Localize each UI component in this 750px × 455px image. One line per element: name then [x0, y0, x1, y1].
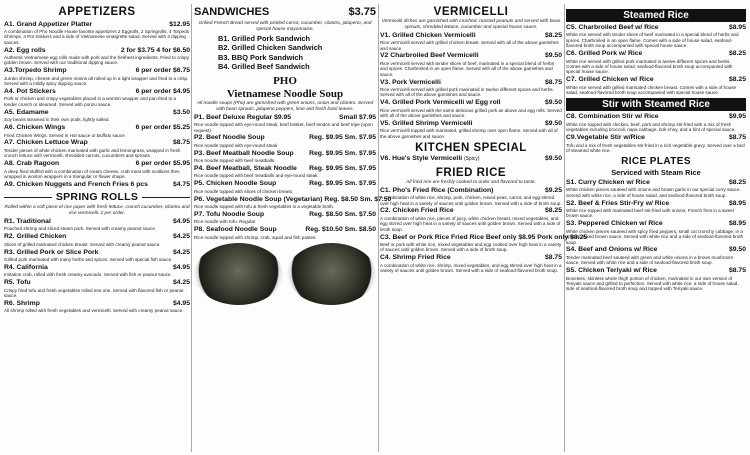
menu-item: [566, 220, 746, 245]
menu-item: [380, 99, 562, 118]
menu-item: [566, 267, 746, 292]
item-price: $4.25: [172, 279, 190, 287]
menu-item: [194, 195, 392, 210]
rice-plates-subtitle: Serviced with Steam Rice: [611, 168, 701, 178]
item-name: R3. Grilled Pork or Slice Pork: [4, 248, 99, 256]
item-description: Rice noodle topped with beef meatballs.: [194, 158, 276, 164]
item-description: Rice noodle topped with eye-round steak: [194, 142, 278, 148]
menu-item: [380, 32, 562, 51]
stir-title: Stir with Steamed Rice: [566, 98, 746, 111]
item-description: Tender pieces of white chicken marinated with garlic and lemongrass, wrapped in fresh crunch lettuce with vermicelli, shredded carrots, cucumbers and sprouts.: [4, 147, 181, 159]
menu-item: [4, 233, 190, 247]
item-name: A2. Egg rolls: [4, 46, 46, 54]
menu-item-header: [194, 180, 376, 188]
menu-item-header: [4, 264, 190, 272]
item-price: Small $7.95: [338, 113, 376, 121]
menu-item: [566, 246, 746, 265]
menu-item: [4, 160, 190, 179]
item-description: Fried Chicken Wings. Served in Hot sauce or Buffalo sauce.: [4, 132, 126, 138]
item-price: $4.95: [172, 263, 190, 271]
item-price: Beef only $8.95 Pork only $8.25: [485, 233, 588, 241]
item-description: Poached shrimp and sliced steam pork. Served with creamy peanut sauce.: [4, 226, 157, 232]
item-name: S1. Curry Chicken w/ Rice: [566, 178, 650, 186]
item-price: Reg. $9.95 Sm. $7.95: [309, 149, 376, 157]
menu-item-header: [4, 67, 190, 75]
menu-item-v6: [380, 155, 562, 163]
item-description: Jumbo shrimp, cheese and green onions all rolled up in a light wrapper and fried to a crisp. Served with a mildly spicy dipping sauce.: [4, 75, 189, 87]
item-name: R6. Shrimp: [4, 299, 40, 307]
sandwich-item: B4. Grilled Beef Sandwich: [218, 61, 310, 71]
item-description: Rice vermicelli topped with marinated, grilled shrimp over open flame. Served with all of the above garnishes and sauce.: [380, 128, 558, 139]
item-name: P5. Chicken Noodle Soup: [194, 180, 277, 188]
item-description: Imitation crab, rolled with fresh creamy avocado. Served with fish or peanut sauce.: [4, 272, 172, 278]
item-description: All shrimp rolled with fresh vegetables and vermicelli. Served with creamy peanut sauce.: [4, 308, 184, 314]
kitchen-special-title: KITCHEN SPECIAL: [415, 142, 527, 155]
item-name: R2. Grilled Chicken: [4, 233, 67, 241]
appetizers-title: APPETIZERS: [58, 6, 136, 18]
menu-item-header: [566, 24, 746, 32]
item-description: Rice noodle with tofu. Regular: [194, 219, 256, 225]
menu-item: [566, 200, 746, 219]
menu-item: [4, 47, 190, 66]
item-name: V1. Grilled Chicken Vermicelli: [380, 31, 476, 39]
menu-item: [4, 249, 190, 263]
item-name: V4. Grilled Pork Vermicelli w/ Egg roll: [380, 99, 501, 107]
item-description: Rice vermicelli served with grilled chicken breast. Served with all of the above garnishes and sauce.: [380, 40, 559, 51]
menu-item: [4, 109, 190, 123]
menu-item: [194, 211, 376, 225]
column-vermicelli-rice: [380, 6, 588, 452]
item-description: Crispy fried tofu and fresh vegetables rolled into one. Served with flavored fish or peanut sauce.: [4, 287, 184, 298]
item-price: $9.25: [544, 186, 562, 194]
item-description: White rice topped with marinated beef stir-fried with onions, French fries in a sweet brown sauce.: [566, 208, 735, 219]
item-name: C1. Pho's Fried Rice (Combination): [380, 186, 494, 194]
menu-item: [566, 50, 746, 75]
item-name: C7. Grilled Chicken w/ Rice: [566, 76, 654, 84]
item-price: $9.50: [544, 52, 562, 60]
item-name: R4. California: [4, 263, 48, 271]
menu-item: [194, 165, 376, 179]
menu-item: [194, 114, 376, 133]
menu-item-header: [4, 279, 190, 287]
item-name: P4. Beef Meatball, Steak Noodle: [194, 165, 297, 173]
menu-item: [566, 76, 746, 95]
item-description: Slices of grilled marinated chicken breast. Served with creamy peanut sauce.: [4, 241, 161, 247]
pho-bowl-photo: [194, 243, 283, 305]
item-price: $4.25: [172, 248, 190, 256]
item-price: $9.50: [728, 246, 746, 254]
fried-rice-note: All fried rice are freshly cooked to order and flavored to taste.: [406, 179, 536, 185]
item-name: S2. Beef & Fries Stir-Fry w/ Rice: [566, 199, 670, 207]
item-name: R5. Tofu: [4, 279, 31, 287]
vermicelli-title: VERMICELLI: [433, 6, 509, 18]
rice-plates-title: RICE PLATES: [621, 156, 691, 168]
menu-item-header: [380, 207, 562, 215]
pho-subtitle: Vietnamese Noodle Soup: [226, 88, 344, 100]
item-name: P2. Beef Noodle Soup: [194, 134, 265, 142]
menu-item-header: [194, 195, 392, 204]
menu-item: [4, 181, 190, 189]
item-name: A6. Chicken Wings: [4, 124, 66, 132]
item-name: V2 Charbroiled Beef Vermicelli: [380, 52, 479, 60]
spring-rolls-title: SPRING ROLLS: [55, 191, 139, 204]
menu-item-header: [566, 220, 746, 228]
item-price: $9.50: [544, 155, 562, 163]
item-name: P7. Tofu Noodle Soup: [194, 210, 265, 218]
item-description: Grilled pork marinated with many herbs and spices. Served with special fish sauce.: [4, 256, 173, 262]
item-description: Rice vermicelli served with grilled pork marinated in twelve different spices and herbs. Served with all of the above garnishes and sauce.: [380, 86, 554, 98]
menu-item: [566, 179, 746, 198]
item-price: $8.95: [728, 24, 746, 31]
item-price: Reg. $9.95 Sm. $7.95: [309, 180, 376, 188]
item-price: $8.75: [728, 134, 746, 142]
menu-item-header: [4, 139, 190, 147]
menu-item-header: [4, 160, 190, 168]
item-price: 6 per order $5.95: [135, 160, 190, 168]
menu-item-header: [566, 113, 746, 121]
column-divider: [191, 4, 192, 452]
item-price: $12.95: [169, 20, 190, 28]
item-price: $4.75: [172, 180, 190, 188]
item-description: Tender marinated beef sauteed with green and white onions in a brown mushroom sauce. Served with white rice and a side of seafood-flavored broth soup.: [566, 254, 734, 266]
item-name: R1. Traditional: [4, 217, 51, 225]
menu-item: [566, 113, 746, 132]
menu-item: [4, 124, 190, 138]
menu-item-header: [566, 76, 746, 84]
menu-item-header: [194, 211, 376, 219]
menu-item-header: [194, 114, 376, 122]
item-price: $4.25: [172, 233, 190, 241]
item-price: Reg. $10.50 Sm. $8.50: [305, 226, 376, 234]
pho-note: All noodle soups (Pho) are garnished with green onions, onion and cilantro. Served with bean sprouts, jalapeno peppers, lime and fresh basil leaves.: [196, 101, 374, 112]
spicy-tag: (Spicy): [463, 156, 480, 163]
item-name: P8. Seafood Noodle Soup: [194, 226, 277, 234]
item-description: White rice served with grilled marinated chicken breast. Comes with a side of house salad, seafood-flavored broth soup accompanied with special house sauce.: [566, 84, 737, 96]
menu-item-header: [4, 181, 190, 189]
item-price: $8.25: [544, 207, 562, 215]
item-description: White rice topped with chicken, beef, pork and shrimp stir-fried with a mix of fresh vegetables including broccoli, napa cabbage, bok-choy, and a hint of special sauce.: [566, 121, 736, 133]
item-description: Tofu and a mix of fresh vegetables stir-fried in a rich vegetable gravy. Served over a bed of steamed white rice.: [566, 142, 745, 153]
item-name: A3.Torpedo Shrimp: [4, 67, 67, 75]
item-description: A deep fried stuffed with a combination of cream cheese, crab meat with scallions then wrapped in wonton wrappers in a triangular or flower shape.: [4, 168, 180, 179]
menu-item: [4, 264, 190, 278]
sandwiches-title: SANDWICHES: [194, 6, 270, 18]
menu-item-header: [566, 200, 746, 208]
sandwiches-price: $3.75: [348, 6, 376, 18]
item-price: 6 per order $4.95: [135, 88, 190, 96]
item-name: C3. Beef or Pork Rice Fried Rice: [380, 233, 484, 241]
item-price: Reg. $8.50 Sm. $7.50: [324, 195, 392, 203]
spring-rolls-note: Rolled within a soft piece of rice paper with fresh lettuce, crunch cucumber, cilantro and rice vermicelli. 2 per order.: [4, 205, 190, 216]
column-divider: [378, 4, 379, 452]
item-price: $8.25: [728, 178, 746, 186]
item-description: Boneless, skinless whole thigh portion of chicken, marinated in our own version of Teriyaki sauce and grilled to perfection. Served with white rice, a side of house salad, side of seafood-flavored broth soup and topped with Teriyaki sauce.: [566, 275, 739, 292]
menu-item: [380, 187, 562, 206]
item-description: A combination of Pho Noodle House favorite appetizers 2 Eggrolls, 2 Springrolls, 4 Torpedo Shrimps, 4 Pot Stickers and a side of Vietnamese vinaigrette salad. Served with 3 dipping sauces.: [4, 28, 190, 45]
menu-item: [194, 134, 376, 148]
menu-item-header: [4, 218, 190, 226]
menu-item: [4, 88, 190, 107]
item-price: $8.25: [728, 76, 746, 84]
menu-item-header: [4, 233, 190, 241]
item-price: $8.25: [728, 50, 746, 58]
item-description: White chicken pieces sauteed with onions and brown garlic in our special curry sauce. Served with white rice, a side of house salad, and seafood-flavored broth soup.: [566, 187, 741, 198]
menu-item-header: [566, 179, 746, 187]
menu-item: [194, 226, 376, 240]
sandwiches-header: [194, 6, 376, 19]
item-description: White rice served with tender slices of beef marinated in a special blend of herbs and spices. Charbroiled in an open flame. Comes with a side of house salad, seafood-flavored broth soup accompanied with special house sauce.: [566, 32, 739, 49]
column-appetizers: [4, 6, 190, 452]
fried-rice-title: FRIED RICE: [435, 166, 507, 179]
item-price: $4.95: [172, 299, 190, 307]
item-price: Reg. $9.95 Sm. $7.95: [309, 134, 376, 142]
sandwich-item: B1. Grilled Pork Sandwich: [218, 34, 310, 44]
item-price: Reg. $9.95 Sm. $7.95: [309, 165, 376, 173]
item-name: A4. Pot Stickers: [4, 88, 56, 96]
menu-item-header: [4, 88, 190, 96]
menu-item: [380, 120, 562, 139]
menu-item-header: [380, 99, 562, 107]
item-description: White rice served with grilled pork marinated in twelve different spices and herbs. Comes with a side of house salad, seafood-flavored broth soup accompanied with special house sauce.: [566, 58, 733, 75]
item-price: $8.75: [172, 139, 190, 147]
item-name: A8. Crab Ragoon: [4, 160, 60, 168]
menu-item-header: [4, 21, 190, 29]
item-price: $3.50: [172, 108, 190, 116]
menu-item-header: [4, 47, 190, 55]
item-name: S4. Beef and Onions w/ Rice: [566, 246, 658, 254]
item-description: Rice vermicelli served with tender slices of beef, marinated in a special blend of herbs and spices. Charbroiled in an open flame. Served with all of the above garnishes and sauce.: [380, 60, 555, 77]
pho-title: PHO: [273, 75, 297, 87]
item-description: A combination of white rice, shrimp, mixed vegetables, and egg stirred over high heat in a variety of sauces until golden brown. Served with a side of seafood-flavored broth soup.: [380, 262, 562, 274]
item-description: White chicken pieces sauteed with spicy fried peppers, small cut crunchy cabbage, in a special mixed brown sauce. Served with white rice and a side of seafood-flavored broth soup.: [566, 228, 744, 245]
pho-photos: [194, 243, 376, 305]
menu-item-header: [566, 246, 746, 254]
menu-item-header: [566, 50, 746, 58]
menu-item: [4, 21, 190, 46]
item-price: 6 per order $6.75: [135, 67, 190, 75]
menu-item-header: [380, 52, 562, 60]
item-name: P1. Beef Deluxe Regular $9.95: [194, 113, 292, 121]
item-name: C2. Chicken Fried Rice: [380, 207, 454, 215]
menu-item-header: [566, 134, 746, 142]
menu-item-header: [4, 300, 190, 308]
item-name: V6. Hue's Style Vermicelli: [380, 155, 463, 163]
menu-item: [380, 79, 562, 98]
vermicelli-note: Vermicelli dishes are garnished with crushed, roasted peanuts and served with bean sprouts, shredded lettuce, cucumber and special house sauce.: [381, 19, 561, 30]
menu-item-header: [4, 109, 190, 117]
item-name: C8. Combination Stir w/ Rice: [566, 113, 659, 121]
item-name: P6. Vegetable Noodle Soup (Vegetarian): [194, 195, 323, 203]
item-name: A9. Chicken Nuggets and French Fries 6 pcs: [4, 180, 148, 188]
menu-item-header: [380, 254, 562, 262]
sandwich-item: B2. Grilled Chicken Sandwich: [218, 43, 323, 53]
sandwich-item: B3. BBQ Pork Sandwich: [218, 52, 304, 62]
item-name: V3. Pork Vermicelli: [380, 78, 441, 86]
item-price: $9.95: [728, 113, 746, 121]
item-price: $8.75: [544, 78, 562, 86]
item-price: $8.95: [728, 220, 746, 228]
menu-item-header: [194, 150, 376, 158]
item-name: S5. Chicken Teriyaki w/ Rice: [566, 267, 657, 275]
item-name: P3. Beef Meatball Noodle Soup: [194, 149, 294, 157]
item-description: Pork or chicken and crispy vegetables placed in a wonton wrapper and pan-fried to a tender crunch or steamed. Served with ponzu sauce.: [4, 96, 177, 107]
menu-item-header: [4, 249, 190, 257]
menu-item: [566, 24, 746, 49]
menu-item: [194, 150, 376, 164]
item-name: C5. Charbroiled Beef w/ Rice: [566, 24, 659, 31]
menu-item-header: [380, 120, 562, 128]
item-name: S3. Peppered Chicken w/ Rice: [566, 220, 663, 228]
item-price: $8.75: [728, 267, 746, 275]
item-description: A combination of white rice, shrimp, pork, chicken, mixed peas, carrot, and egg stirred over high heat in a variety of sauces until golden brown. Served with a side of broth soup.: [380, 195, 562, 206]
item-description: Rice noodle topped with slices of chicken breast.: [194, 188, 294, 194]
item-price: $8.75: [544, 254, 562, 262]
item-description: Authentic Vietnamese egg rolls made with pork and the freshest ingredients. Fried to crispy golden brown. Served with our traditional dipping sauce.: [4, 55, 190, 66]
item-price: $8.95: [728, 199, 746, 207]
menu-item-header: [380, 187, 562, 195]
item-name: C9.Vegetable Stir w/Rice: [566, 134, 645, 142]
item-description: Beef or pork with white rice, mixed vegetables and egg cooked over high heat in a variety of sauces until golden brown. Served with a side of broth soup.: [380, 241, 562, 253]
menu-item: [194, 180, 376, 194]
menu-item-header: [194, 134, 376, 142]
item-description: Rice noodle topped with tofu & fresh vegetables in a vegetable broth.: [194, 204, 335, 210]
item-price: 2 for $3.75 4 for $6.50: [120, 46, 190, 54]
steamed-rice-title: Steamed Rice: [566, 9, 746, 22]
menu-item: [566, 134, 746, 153]
pho-bowl-photo: [287, 243, 376, 305]
menu-item: [4, 67, 190, 86]
item-name: V5. Grilled Shrimp Vermicelli: [380, 119, 473, 127]
column-divider: [564, 4, 565, 452]
item-price: $9.50: [544, 119, 562, 127]
item-description: Rice noodle topped with beef meatballs and eye-round steak.: [194, 173, 319, 179]
item-price: $8.25: [544, 31, 562, 39]
menu-item: [4, 300, 190, 314]
item-description: Rice noodle topped with eye-round steak, beef brisket, beef tendon and beef tripe (upon request).: [194, 122, 373, 133]
menu-item-header: [566, 267, 746, 275]
item-description: Rice noodle topped with shrimp, crab, squid and fish pastes.: [194, 234, 317, 240]
item-description: Soy beans steamed in their own pods, lightly salted.: [4, 117, 110, 123]
menu-item-header: [194, 226, 376, 234]
spring-rolls-header: [4, 191, 190, 203]
column-steamed-rice: [566, 6, 746, 452]
item-price: $4.95: [172, 217, 190, 225]
item-name: C4. Shrimp Fried Rice: [380, 254, 451, 262]
menu-item: [4, 218, 190, 232]
menu-item: [380, 254, 562, 273]
item-description: Rice vermicelli served with the same delicious grilled pork as above and egg rolls. Served with all of the above garnishes and sauce.: [380, 107, 562, 119]
item-name: A1. Grand Appetizer Platter: [4, 20, 93, 28]
menu-item-header: [380, 233, 588, 242]
column-sandwiches-pho: [194, 6, 392, 452]
menu-item: [380, 207, 562, 232]
menu-item-header: [380, 32, 562, 40]
item-name: A7. Chicken Lettuce Wrap: [4, 139, 88, 147]
item-price: $9.50: [544, 99, 562, 107]
item-description: A combination of white rice, pieces of juicy, white chicken breast, mixed vegetables, and egg stirred over high heat in a variety of sauces until golden brown. Served with a side of broth soup.: [380, 215, 561, 232]
menu-item: [4, 279, 190, 298]
item-price: 6 per order $5.25: [135, 124, 190, 132]
menu-item: [380, 233, 588, 253]
sandwiches-note: Grilled French Bread served with pickled carrot, cucumber, cilantro, jalapeno, and special house mayonnaise.: [198, 21, 372, 32]
menu-item: [380, 52, 562, 77]
menu-item: [4, 139, 190, 158]
menu-item-header: [380, 79, 562, 87]
item-name: C6. Grilled Pork w/ Rice: [566, 50, 643, 58]
menu-item-header: [194, 165, 376, 173]
item-name: A5. Edamame: [4, 108, 49, 116]
menu-item-header: [4, 124, 190, 132]
item-price: Reg. $8.50 Sm. $7.50: [309, 210, 376, 218]
